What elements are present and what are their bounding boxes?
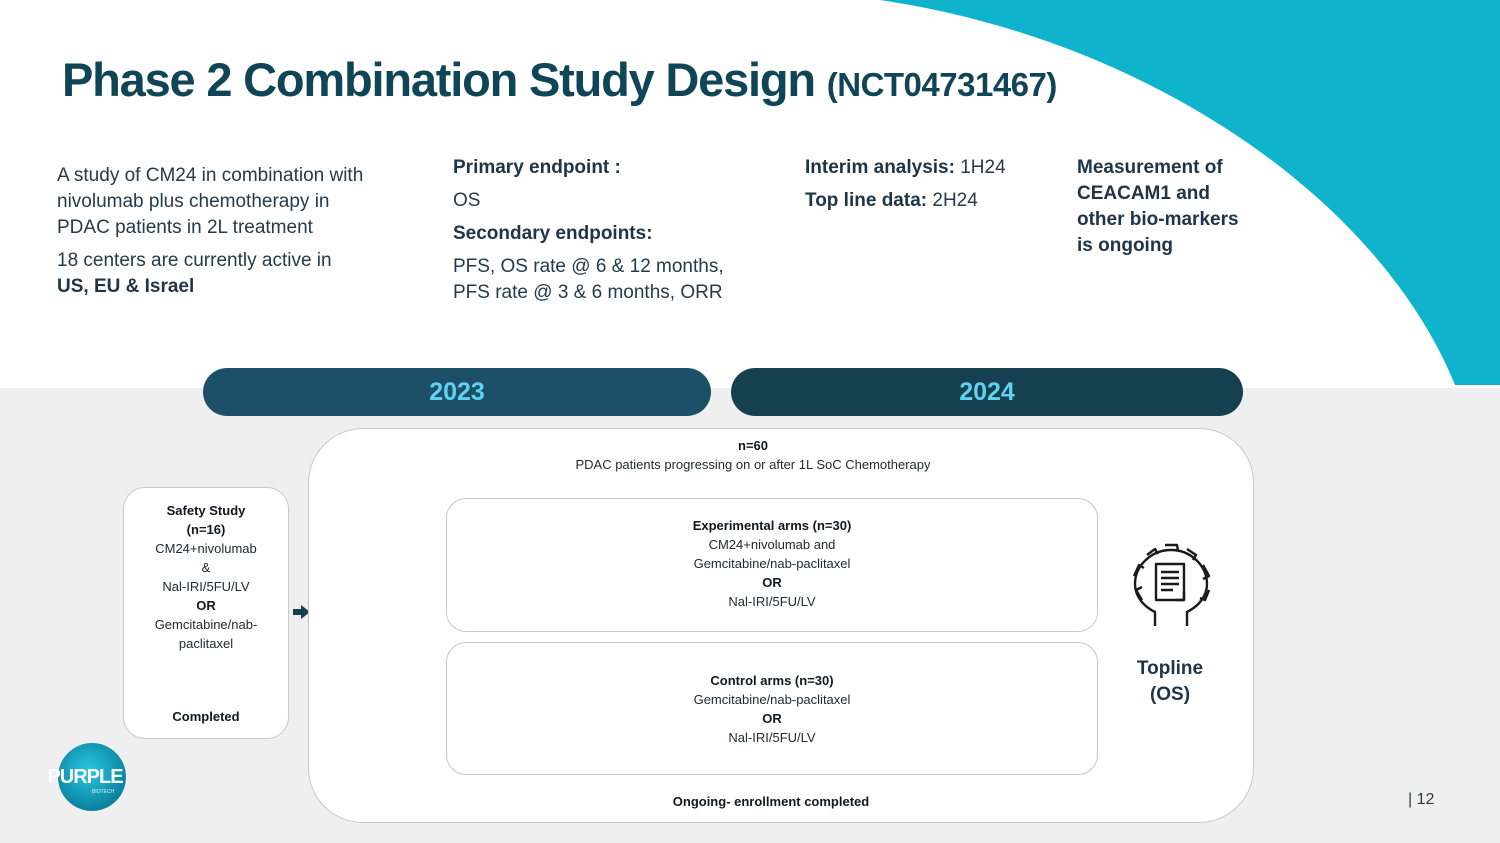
endpoints <box>453 155 763 306</box>
analysis-timing <box>805 155 1045 214</box>
topline-label <box>1110 656 1230 708</box>
safety-or: OR <box>196 598 216 613</box>
experimental-arms-title: Experimental arms (n=30) <box>692 518 852 533</box>
main-study-population: PDAC patients progressing on or after 1L SoC Chemotherapy <box>575 457 931 472</box>
year-2024-bar: 2024 <box>731 368 1243 416</box>
primary-endpoint-value: OS <box>453 190 481 211</box>
document-gear-icon <box>1125 538 1217 630</box>
safety-ampersand: & <box>201 560 211 575</box>
centers-text: 18 centers are currently active in US, EU & Israel <box>57 250 332 297</box>
study-overview <box>57 163 377 300</box>
safety-study-title: Safety Study <box>166 503 246 518</box>
main-study-status: Ongoing- enrollment completed <box>672 794 870 809</box>
biomarkers-note: Measurement of CEACAM1 and other bio-markers is ongoing <box>1077 157 1239 256</box>
primary-endpoint-label: Primary endpoint : <box>453 157 621 178</box>
experimental-line-1: CM24+nivolumab and <box>708 537 836 552</box>
control-arms-box <box>446 642 1098 775</box>
study-description: A study of CM24 in combination with nivolumab plus chemotherapy in PDAC patients in 2L treatment <box>57 165 364 238</box>
company-logo <box>45 742 129 812</box>
safety-study-n: (n=16) <box>186 522 226 537</box>
year-2023-bar: 2023 <box>203 368 711 416</box>
svg-text:BIOTECH: BIOTECH <box>91 789 115 795</box>
safety-regimen-3: Gemcitabine/nab-paclitaxel <box>154 617 258 651</box>
experimental-line-2: Gemcitabine/nab-paclitaxel <box>693 556 851 571</box>
safety-regimen-1: CM24+nivolumab <box>155 541 257 556</box>
interim-analysis: Interim analysis: 1H24 <box>805 157 1006 178</box>
control-line-1: Gemcitabine/nab-paclitaxel <box>693 692 851 707</box>
page-number: | 12 <box>1408 791 1435 808</box>
experimental-line-3: Nal-IRI/5FU/LV <box>728 594 816 609</box>
top-line-data: Top line data: 2H24 <box>805 190 978 211</box>
svg-text:PURPLE: PURPLE <box>47 766 123 788</box>
main-study-n: n=60 <box>738 438 768 453</box>
control-line-2: Nal-IRI/5FU/LV <box>728 730 816 745</box>
secondary-endpoints-line2: PFS rate @ 3 & 6 months, ORR <box>453 282 723 303</box>
topline-line2: (OS) <box>1149 684 1191 705</box>
topline-line1: Topline <box>1136 658 1204 679</box>
regions: US, EU & Israel <box>57 276 195 297</box>
control-arms-title: Control arms (n=30) <box>710 673 834 688</box>
page-title: Phase 2 Combination Study Design (NCT04731467) <box>62 53 1057 106</box>
control-or: OR <box>762 711 782 726</box>
main-study-header <box>308 436 1198 474</box>
secondary-endpoints-label: Secondary endpoints: <box>453 223 653 244</box>
safety-study-box <box>123 487 289 739</box>
experimental-or: OR <box>762 575 782 590</box>
secondary-endpoints-line1: PFS, OS rate @ 6 & 12 months, <box>453 256 724 277</box>
safety-status: Completed <box>172 709 240 724</box>
experimental-arms-box <box>446 498 1098 632</box>
trial-id: (NCT04731467) <box>826 66 1057 103</box>
safety-regimen-2: Nal-IRI/5FU/LV <box>162 579 250 594</box>
